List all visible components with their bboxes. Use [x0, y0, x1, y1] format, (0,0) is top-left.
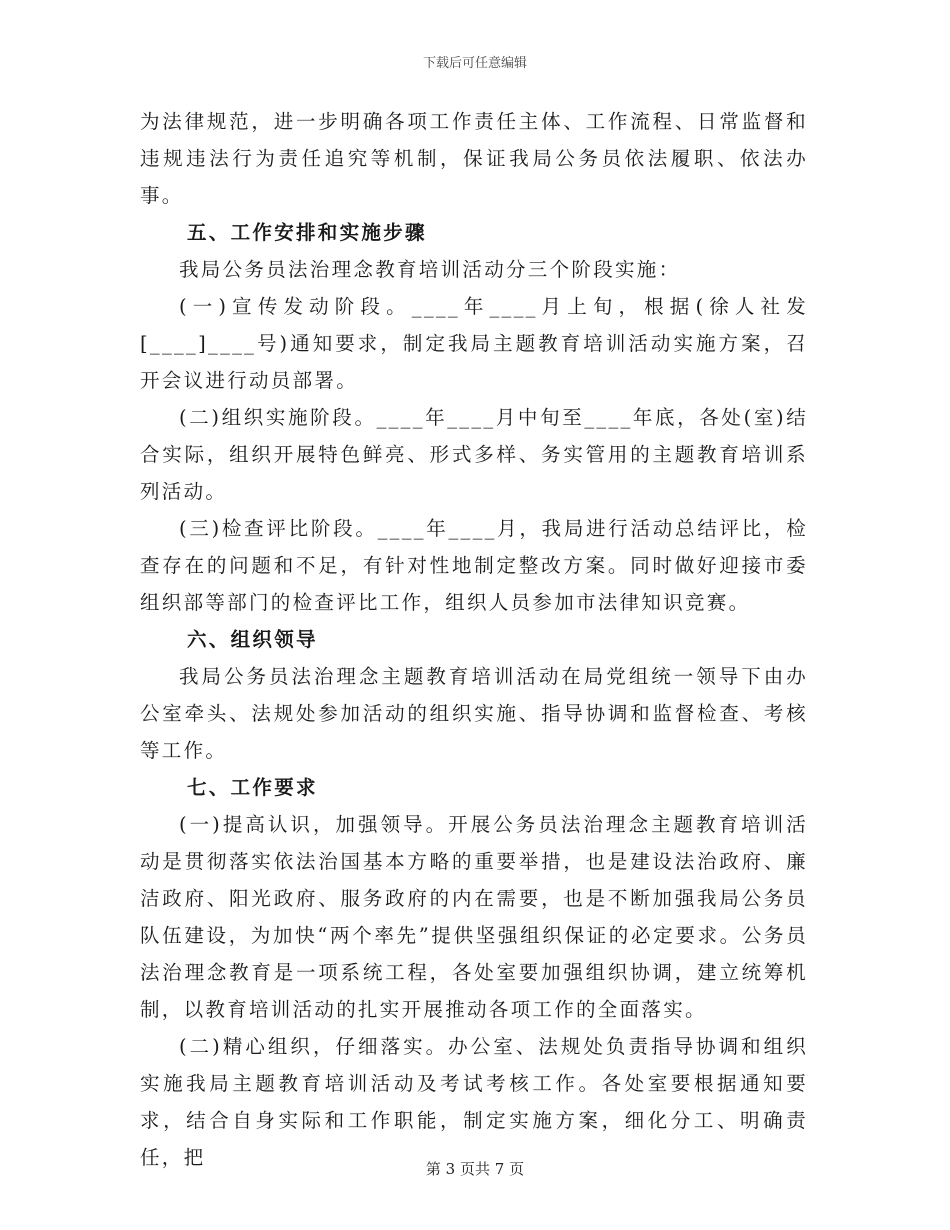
section-heading-5: 五、工作安排和实施步骤: [187, 221, 427, 244]
paragraph-stages-intro: 我局公务员法治理念教育培训活动分三个阶段实施：: [179, 258, 681, 281]
paragraph-continuation: 为法律规范，进一步明确各项工作责任主体、工作流程、日常监督和违规违法行为责任追究等机制，保证我局公务员依法履职、依法办事。: [140, 110, 808, 207]
document-body: [140, 103, 808, 1176]
paragraph-stage-3: (三)检查评比阶段。____年____月，我局进行活动总结评比，检查存在的问题和不足，有针对性地制定整改方案。同时做好迎接市委组织部等部门的检查评比工作，组织人员参加市法律知识竞赛。: [140, 517, 808, 614]
paragraph-leadership: 我局公务员法治理念主题教育培训活动在局党组统一领导下由办公室牵头、法规处参加活动的组织实施、指导协调和监督检查、考核等工作。: [140, 665, 808, 762]
paragraph-stage-2: (二)组织实施阶段。____年____月中旬至____年底，各处(室)结合实际，组织开展特色鲜亮、形式多样、务实管用的主题教育培训系列活动。: [140, 406, 808, 503]
paragraph-stage-1: (一)宣传发动阶段。____年____月上旬，根据(徐人社发[____]____号)通知要求，制定我局主题教育培训活动实施方案，召开会议进行动员部署。: [140, 295, 808, 392]
paragraph-requirement-2: (二)精心组织，仔细落实。办公室、法规处负责指导协调和组织实施我局主题教育培训活动及考试考核工作。各处室要根据通知要求，结合自身实际和工作职能，制定实施方案，细化分工、明确责任，把: [140, 1035, 808, 1169]
paragraph-requirement-1: (一)提高认识，加强领导。开展公务员法治理念主题教育培训活动是贯彻落实依法治国基本方略的重要举措，也是建设法治政府、廉洁政府、阳光政府、服务政府的内在需要，也是不断加强我局公务员队伍建设，为加快“两个率先”提供坚强组织保证的必定要求。公务员法治理念教育是一项系统工程，各处室要加强组织协调，建立统筹机制，以教育培训活动的扎实开展推动各项工作的全面落实。: [140, 813, 808, 1021]
section-heading-7: 七、工作要求: [187, 776, 318, 799]
page-number: 第 3 页共 7 页: [425, 1160, 525, 1178]
section-heading-6: 六、组织领导: [187, 628, 318, 651]
page-header-note: 下载后可任意编辑: [422, 56, 527, 71]
